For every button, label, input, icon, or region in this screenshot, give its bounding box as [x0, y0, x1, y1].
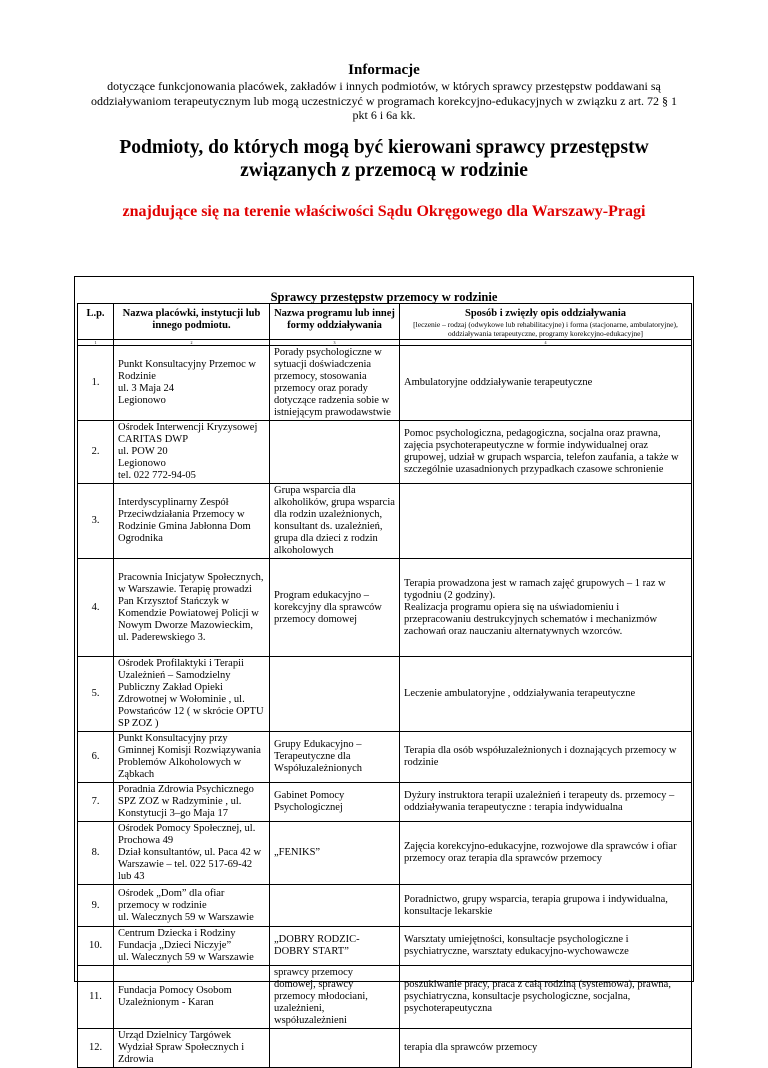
document-title: Informacje — [348, 62, 420, 78]
entities-table — [77, 303, 692, 1068]
table-caption: Sprawcy przestępstw przemocy w rodzinie — [270, 290, 498, 304]
column-number: 1 — [78, 340, 114, 346]
row-lp: 4. — [78, 559, 114, 657]
header-method — [400, 304, 692, 340]
row-program — [270, 421, 400, 484]
row-lp: 8. — [78, 822, 114, 885]
row-name: Ośrodek Pomocy Społecznej, ul. Prochowa 49 Dział konsultantów, ul. Paca 42 w Warszawie – tel. 022 517-69-42 lub 43 — [114, 822, 270, 885]
table-row — [78, 783, 692, 822]
row-program — [270, 657, 400, 732]
document-subtitle: dotyczące funkcjonowania placówek, zakładów i innych podmiotów, w których sprawcy przestępstw poddawani są oddziaływaniom terapeutycznym lub mogą uczestniczyć w programach korekcyjno-edukacyjnych w związku z art. 72 § 1 pkt 6 i 6a kk. — [90, 79, 678, 122]
table-row — [78, 484, 692, 559]
row-name: Ośrodek Profilaktyki i Terapii Uzależnień – Samodzielny Publiczny Zakład Opieki Zdrowotnej w Wołominie , ul. Powstańców 12 ( w skrócie OPTU SP ZOZ ) — [114, 657, 270, 732]
row-method: Dyżury instruktora terapii uzależnień i terapeuty ds. przemocy – oddziaływania terapeutyczne : terapia indywidualna — [400, 783, 692, 822]
header-method-note: [leczenie – rodzaj (odwykowe lub rehabilitacyjne) i forma (stacjonarne, ambulatoryjne), oddziaływania terapeutyczne, programy korekcyjno-edukacyjne] — [413, 320, 678, 338]
table-body — [78, 346, 692, 1068]
row-method: terapia dla sprawców przemocy — [400, 1029, 692, 1068]
row-program: Program edukacyjno – korekcyjny dla sprawców przemocy domowej — [270, 559, 400, 657]
row-lp: 2. — [78, 421, 114, 484]
row-name: Centrum Dziecka i Rodziny Fundacja „Dzieci Niczyje” ul. Walecznych 59 w Warszawie — [114, 927, 270, 966]
main-heading: Podmioty, do których mogą być kierowani sprawcy przestępstw związanych z przemocą w rodzinie — [119, 137, 649, 181]
row-lp: 1. — [78, 346, 114, 421]
row-lp: 5. — [78, 657, 114, 732]
row-method: Terapia dla osób współuzależnionych i doznających przemocy w rodzinie — [400, 732, 692, 783]
row-lp: 3. — [78, 484, 114, 559]
row-program — [270, 1029, 400, 1068]
header-program: Nazwa programu lub innej formy oddziaływania — [270, 304, 400, 340]
row-method: Pomoc psychologiczna, pedagogiczna, socjalna oraz prawna, zajęcia psychoterapeutyczne w formie indywidualnej oraz grupowej, udział w grupach wsparcia, telefon zaufania, a także w szczególnie uzasadnionych przypadkach czasowe schronienie — [400, 421, 692, 484]
table-row — [78, 346, 692, 421]
row-name: Ośrodek „Dom” dla ofiar przemocy w rodzinie ul. Walecznych 59 w Warszawie — [114, 885, 270, 927]
row-method — [400, 484, 692, 559]
row-lp: 6. — [78, 732, 114, 783]
row-program: „DOBRY RODZIC-DOBRY START” — [270, 927, 400, 966]
table-row — [78, 927, 692, 966]
table-row — [78, 657, 692, 732]
table-row — [78, 732, 692, 783]
row-method: Poradnictwo, grupy wsparcia, terapia grupowa i indywidualna, konsultacje lekarskie — [400, 885, 692, 927]
table-row — [78, 885, 692, 927]
row-lp: 7. — [78, 783, 114, 822]
row-program: Grupy Edukacyjno – Terapeutyczne dla Współuzależnionych — [270, 732, 400, 783]
row-name: Interdyscyplinarny Zespół Przeciwdziałania Przemocy w Rodzinie Gmina Jabłonna Dom Ogrodnika — [114, 484, 270, 559]
row-program: Grupa wsparcia dla alkoholików, grupa wsparcia dla rodzin uzależnionych, konsultant ds. uzależnień, grupa dla dzieci z rodzin alkoholowych — [270, 484, 400, 559]
row-name: Urząd Dzielnicy Targówek Wydział Spraw Społecznych i Zdrowia — [114, 1029, 270, 1068]
row-method: Leczenie ambulatoryjne , oddziaływania terapeutyczne — [400, 657, 692, 732]
row-method: Ambulatoryjne oddziaływanie terapeutyczne — [400, 346, 692, 421]
column-number: 4 — [400, 340, 692, 346]
row-program: „FENIKS” — [270, 822, 400, 885]
region-subtitle: znajdujące się na terenie właściwości Sądu Okręgowego dla Warszawy-Pragi — [122, 203, 646, 220]
row-name: Punkt Konsultacyjny przy Gminnej Komisji Rozwiązywania Problemów Alkoholowych w Ząbkach — [114, 732, 270, 783]
row-name: Punkt Konsultacyjny Przemoc w Rodzinie ul. 3 Maja 24 Legionowo — [114, 346, 270, 421]
column-number: 3 — [270, 340, 400, 346]
row-lp: 9. — [78, 885, 114, 927]
table-row — [78, 966, 692, 1029]
column-number: 2 — [114, 340, 270, 346]
table-frame — [74, 276, 694, 1065]
header-name: Nazwa placówki, instytucji lub innego podmiotu. — [114, 304, 270, 340]
row-lp: 10. — [78, 927, 114, 966]
row-method: Warsztaty umiejętności, konsultacje psychologiczne i psychiatryczne, warsztaty edukacyjno-wychowawcze — [400, 927, 692, 966]
table-row — [78, 559, 692, 657]
row-program: Gabinet Pomocy Psychologicznej — [270, 783, 400, 822]
row-lp: 11. — [78, 966, 114, 1029]
table-row — [78, 1029, 692, 1068]
row-lp: 12. — [78, 1029, 114, 1068]
row-method: poszukiwanie pracy, praca z całą rodziną (systemowa), prawna, psychiatryczna, konsultacje psychologiczne, socjalna, psychoterapeutyczna — [400, 966, 692, 1029]
row-program — [270, 885, 400, 927]
row-method: Terapia prowadzona jest w ramach zajęć grupowych – 1 raz w tygodniu (2 godziny). Realizacja programu opiera się na uświadomieniu i przepracowaniu destrukcyjnych schematów i mechanizmów zachowań oraz nauczaniu alternatywnych wzorców. — [400, 559, 692, 657]
header-method-label: Sposób i zwięzły opis oddziaływania — [464, 308, 627, 319]
row-name: Fundacja Pomocy Osobom Uzależnionym - Karan — [114, 966, 270, 1029]
header-lp: L.p. — [78, 304, 114, 340]
row-name: Poradnia Zdrowia Psychicznego SPZ ZOZ w Radzyminie , ul. Konstytucji 3–go Maja 17 — [114, 783, 270, 822]
row-name: Ośrodek Interwencji Kryzysowej CARITAS DWP ul. POW 20 Legionowo tel. 022 772-94-05 — [114, 421, 270, 484]
table-row — [78, 822, 692, 885]
row-program: Porady psychologiczne w sytuacji doświadczenia przemocy, stosowania przemocy oraz porady dotyczące radzenia sobie w istniejącym prawodawstwie — [270, 346, 400, 421]
row-program: sprawcy przemocy domowej, sprawcy przemocy młodociani, uzależnieni, współuzależnieni — [270, 966, 400, 1029]
table-row — [78, 421, 692, 484]
row-method: Zajęcia korekcyjno-edukacyjne, rozwojowe dla sprawców i ofiar przemocy oraz terapia dla sprawców przemocy — [400, 822, 692, 885]
row-name: Pracownia Inicjatyw Społecznych, w Warszawie. Terapię prowadzi Pan Krzysztof Stańczyk w Komendzie Powiatowej Policji w Nowym Dworze Mazowieckim, ul. Paderewskiego 3. — [114, 559, 270, 657]
